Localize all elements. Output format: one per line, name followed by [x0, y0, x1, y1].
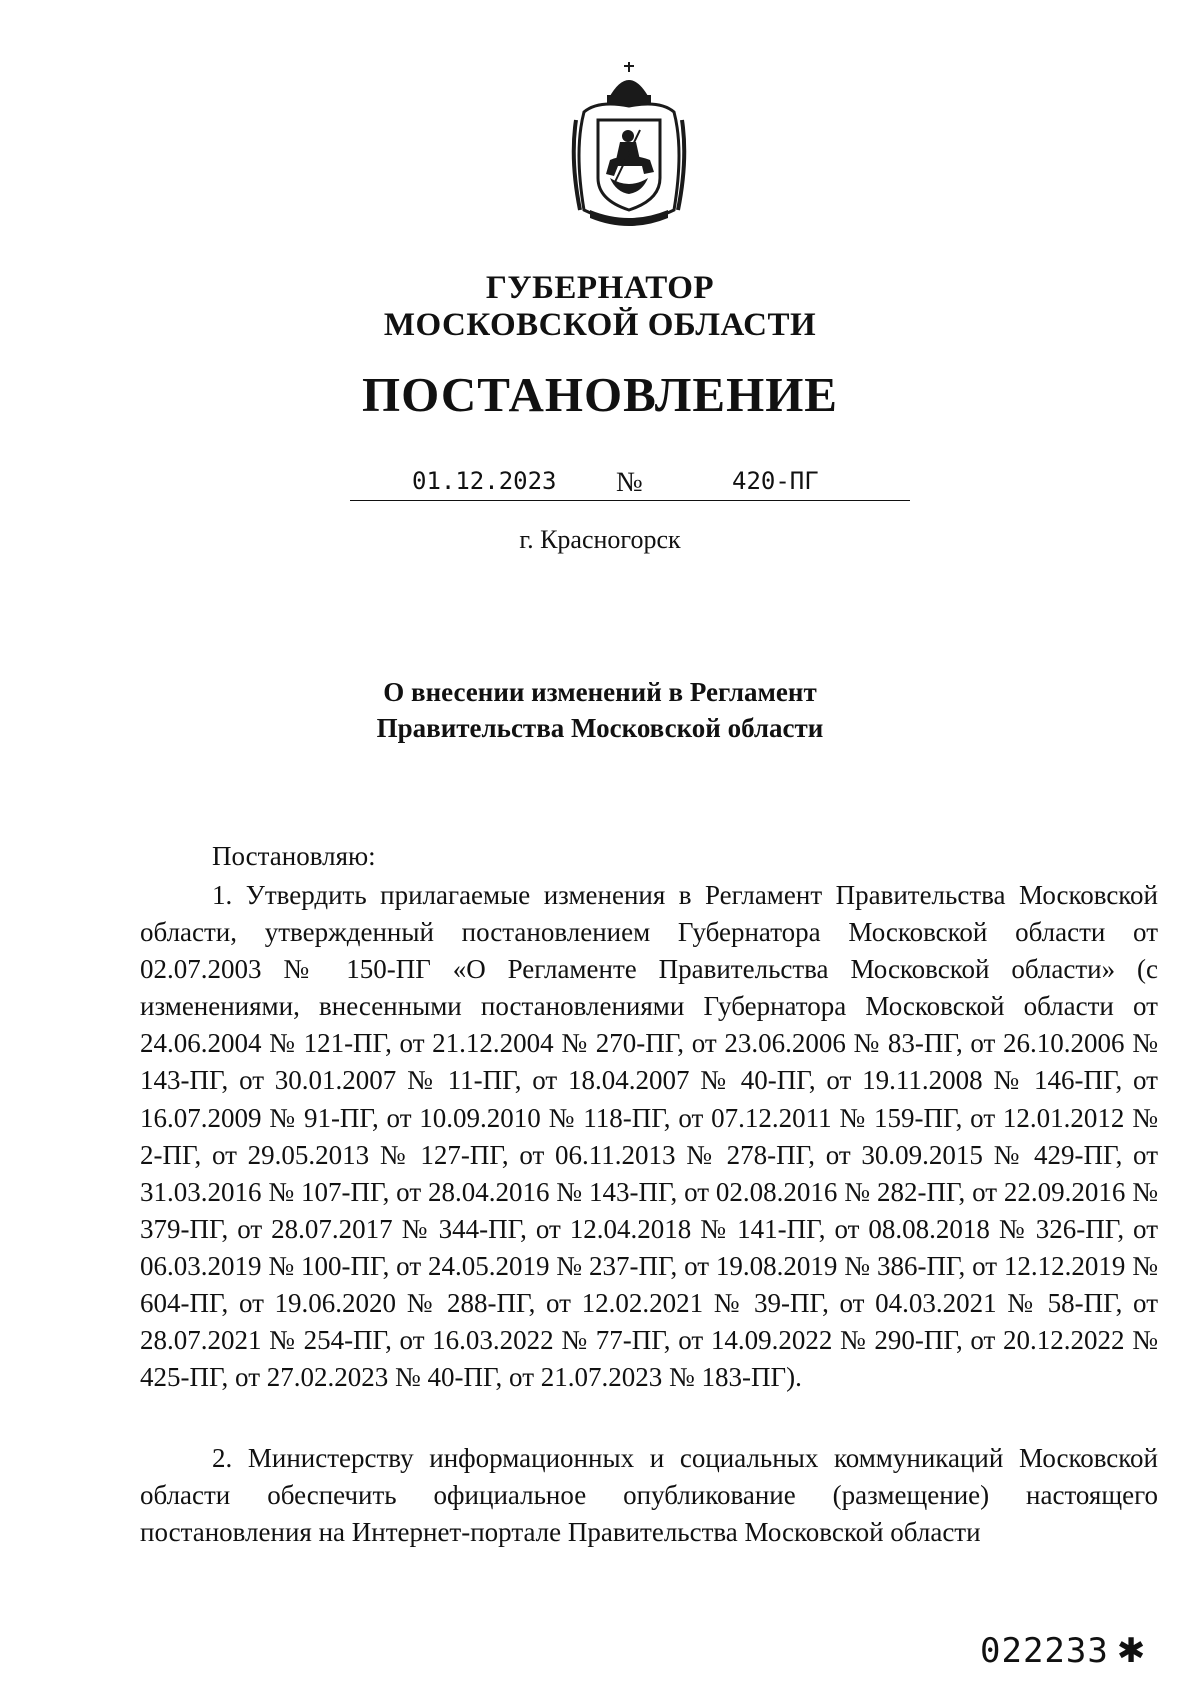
decree-word: Постановляю:: [212, 841, 376, 871]
city-name: г. Красногорск: [519, 525, 681, 554]
page-code-number: 022233: [980, 1631, 1109, 1671]
asterisk-icon: ✱: [1116, 1631, 1147, 1671]
document-type: ПОСТАНОВЛЕНИЕ: [362, 367, 838, 422]
registration-date: 01.12.2023: [412, 467, 557, 495]
authority-title-line2: МОСКОВСКОЙ ОБЛАСТИ: [383, 307, 817, 343]
registration-underline: [350, 500, 910, 501]
registration-number: 420-ПГ: [732, 467, 819, 495]
subject-line1: О внесении изменений в Регламент: [383, 677, 817, 707]
registration-number-label: №: [616, 467, 643, 498]
paragraph-2-text: 2. Министерству информационных и социальных коммуникаций Московской области обеспечить официальное опубликование (размещение) настоящего постановления на Интернет-портале Правительства Московской области: [140, 1443, 1158, 1548]
registration-line: [350, 465, 910, 505]
moscow-oblast-coat-of-arms-icon: [570, 60, 688, 228]
paragraph-1-text: 1. Утвердить прилагаемые изменения в Регламент Правительства Московской области, утвержденный постановлением Губернатора Московской области от 02.07.2003 № 150-ПГ «О Регламенте Правительства Московской области» (с изменениями, внесенными постановлениями Губернатора Московской области от 24.06.2004 № 121-ПГ, от 21.12.2004 № 270-ПГ, от 23.06.2006 № 83-ПГ, от 26.10.2006 № 143-ПГ, от 30.01.2007 № 11-ПГ, от 18.04.2007 № 40-ПГ, от 19.11.2008 № 146-ПГ, от 16.07.2009 № 91-ПГ, от 10.09.2010 № 118-ПГ, от 07.12.2011 № 159-ПГ, от 12.01.2012 № 2-ПГ, от 29.05.2013 № 127-ПГ, от 06.11.2013 № 278-ПГ, от 30.09.2015 № 429-ПГ, от 31.03.2016 № 107-ПГ, от 28.04.2016 № 143-ПГ, от 02.08.2016 № 282-ПГ, от 22.09.2016 № 379-ПГ, от 28.07.2017 № 344-ПГ, от 12.04.2018 № 141-ПГ, от 08.08.2018 № 326-ПГ, от 06.03.2019 № 100-ПГ, от 24.05.2019 № 237-ПГ, от 19.08.2019 № 386-ПГ, от 12.12.2019 № 604-ПГ, от 19.06.2020 № 288-ПГ, от 12.02.2021 № 39-ПГ, от 04.03.2021 № 58-ПГ, от 28.07.2021 № 254-ПГ, от 16.03.2022 № 77-ПГ, от 14.09.2022 № 290-ПГ, от 20.12.2022 № 425-ПГ, от 27.02.2023 № 40-ПГ, от 21.07.2023 № 183-ПГ).: [140, 880, 1158, 1393]
page-code: [980, 1631, 1146, 1671]
authority-title-line1: ГУБЕРНАТОР: [485, 270, 715, 306]
paragraph-1: [140, 877, 1158, 1396]
subject-line2: Правительства Московской области: [376, 713, 824, 743]
paragraph-2: [140, 1440, 1158, 1551]
